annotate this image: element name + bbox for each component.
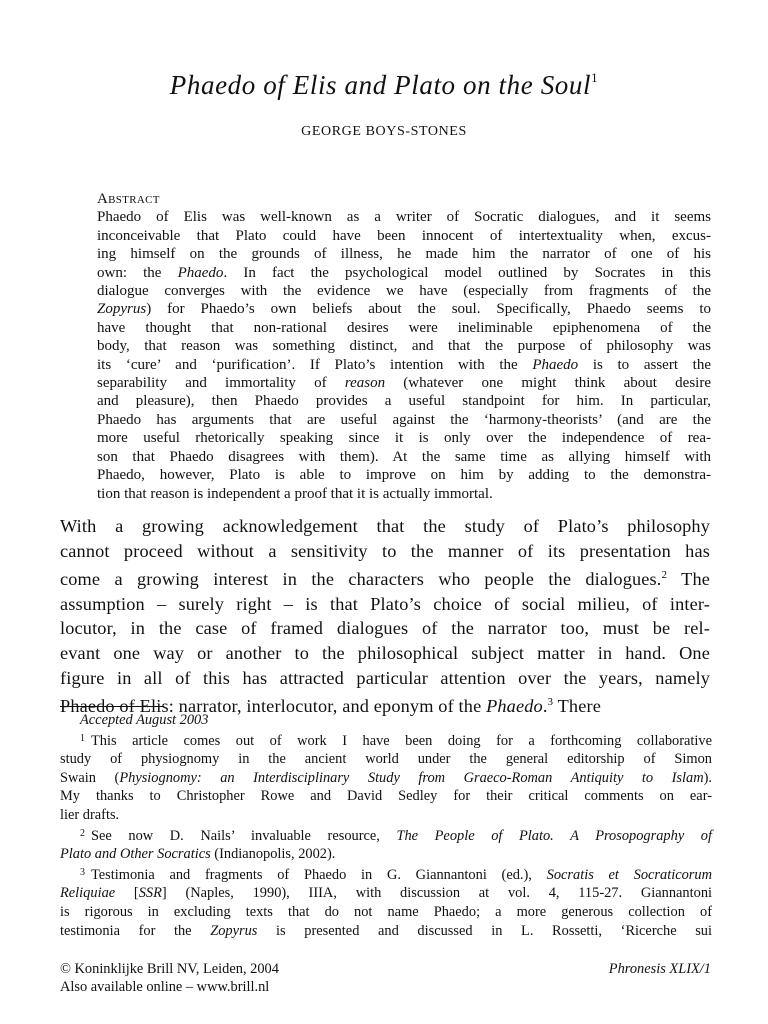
body-line: figure in all of this has attracted particular attention over the years, namely — [60, 667, 710, 688]
body-line: Phaedo of Elis: narrator, interlocutor, and eponym of the Phaedo.$^3$ There — [60, 696, 601, 717]
body-line: come a growing interest in the characters who people the dialogues.$^2$ The — [60, 569, 711, 590]
abstract-line: ing himself on the grounds of illness, he made him the narrator of one of his — [97, 246, 711, 263]
footnote-line: Plato and Other Socratics (Indianopolis, 2002). — [60, 846, 336, 863]
abstract-line: inconceivable that Plato could have been innocent of intertextuality when, excus- — [97, 227, 711, 244]
abstract-line: have thought that non-rational desires were ineliminable epiphenomena of the — [97, 319, 711, 336]
abstract-line: and pleasure), then Phaedo provides a useful standpoint for him. In particular, — [97, 393, 711, 410]
body-line: assumption – surely right – is that Plato’s choice of social milieu, of inter- — [60, 593, 710, 614]
article-title: Phaedo of Elis and Plato on the Soul$^1$ — [169, 70, 599, 100]
accepted-date: Accepted August 2003 — [80, 712, 209, 728]
abstract-line: Phaedo, however, Plato is able to improve on him by adding to the demonstra- — [97, 467, 711, 484]
footnote-line: Swain (Physiognomy: an Interdisciplinary Study from Graeco-Roman Antiquity to Islam). — [60, 769, 712, 786]
footnote-line: is rigorous in excluding texts that do not name Phaedo; a more generous collection of — [60, 903, 712, 920]
abstract-line: Phaedo has arguments that are useful against the ‘harmony-theorists’ (and are the — [97, 411, 711, 428]
abstract-line: Phaedo of Elis was well-known as a writer of Socratic dialogues, and it seems — [97, 209, 711, 226]
footnotes — [60, 711, 712, 940]
abstract-line: dialogue converges with the evidence we have (especially from fragments of the — [97, 283, 711, 300]
abstract-text — [97, 208, 711, 503]
footnote-number: 3 — [80, 866, 85, 878]
body-line: evant one way or another to the philosophical subject matter in hand. One — [60, 642, 710, 663]
copyright-line: © Koninklijke Brill NV, Leiden, 2004 — [60, 961, 279, 977]
footnote-line: Reliquiae [SSR] (Naples, 1990), IIIA, with discussion at vol. 4, 115-27. Giannantoni — [60, 885, 713, 902]
body-paragraph — [60, 514, 710, 719]
footnote-1: $^1$ This article comes out of work I have been doing for a forthcoming collaborative — [80, 732, 712, 749]
abstract-line: body, that reason was something distinct, and that the purpose of philosophy was — [97, 338, 711, 355]
abstract-line: separability and immortality of reason (whatever one might think about desire — [97, 375, 711, 392]
title-footnote-marker: 1 — [591, 70, 599, 85]
footnote-number: 1 — [80, 732, 85, 744]
footnote-2: $^2$ See now D. Nails’ invaluable resource, The People of Plato. A Prosopography of — [80, 827, 712, 844]
footnote-line: study of physiognomy in the ancient world under the general editorship of Simon — [60, 751, 712, 768]
page-footer — [60, 960, 711, 996]
abstract-line: tion that reason is independent a proof that it is actually immortal. — [97, 485, 493, 502]
footnote-3: $^3$ Testimonia and fragments of Phaedo in G. Giannantoni (ed.), Socratis et Socraticorum — [80, 866, 712, 883]
abstract-line: Zopyrus) for Phaedo’s own beliefs about the soul. Specifically, Phaedo seems to — [97, 301, 711, 318]
abstract-line: own: the Phaedo. In fact the psychological model outlined by Socrates in this — [97, 264, 712, 281]
body-line: locutor, in the case of framed dialogues of the narrator too, must be rel- — [60, 618, 710, 639]
online-availability: Also available online – www.brill.nl — [60, 979, 270, 995]
footnote-line: testimonia for the Zopyrus is presented and discussed in L. Rossetti, ‘Ricerche sui — [60, 922, 712, 939]
abstract-line: son that Phaedo disagrees with them). At the same time as allying himself with — [97, 448, 711, 465]
footnote-line: lier drafts. — [60, 806, 120, 823]
footnote-text — [60, 730, 712, 941]
footnote-number: 2 — [80, 827, 85, 839]
abstract-line: more useful rhetorically speaking since it is only over the independence of rea- — [97, 430, 711, 447]
body-line: cannot proceed without a sensitivity to the manner of its presentation has — [60, 540, 710, 561]
body-line: With a growing acknowledgement that the study of Plato’s philosophy — [60, 516, 710, 536]
footnote-separator — [60, 706, 164, 707]
abstract-heading: Abstract — [97, 191, 160, 207]
footnote-line: My thanks to Christopher Rowe and David Sedley for their critical comments on ear- — [60, 788, 712, 805]
author-name: GEORGE BOYS-STONES — [301, 124, 467, 139]
abstract — [97, 190, 711, 503]
abstract-line: its ‘cure’ and ‘purification’. If Plato’s intention with the Phaedo is to assert the — [97, 356, 711, 373]
journal-citation: Phronesis XLIX/1 — [608, 961, 711, 977]
